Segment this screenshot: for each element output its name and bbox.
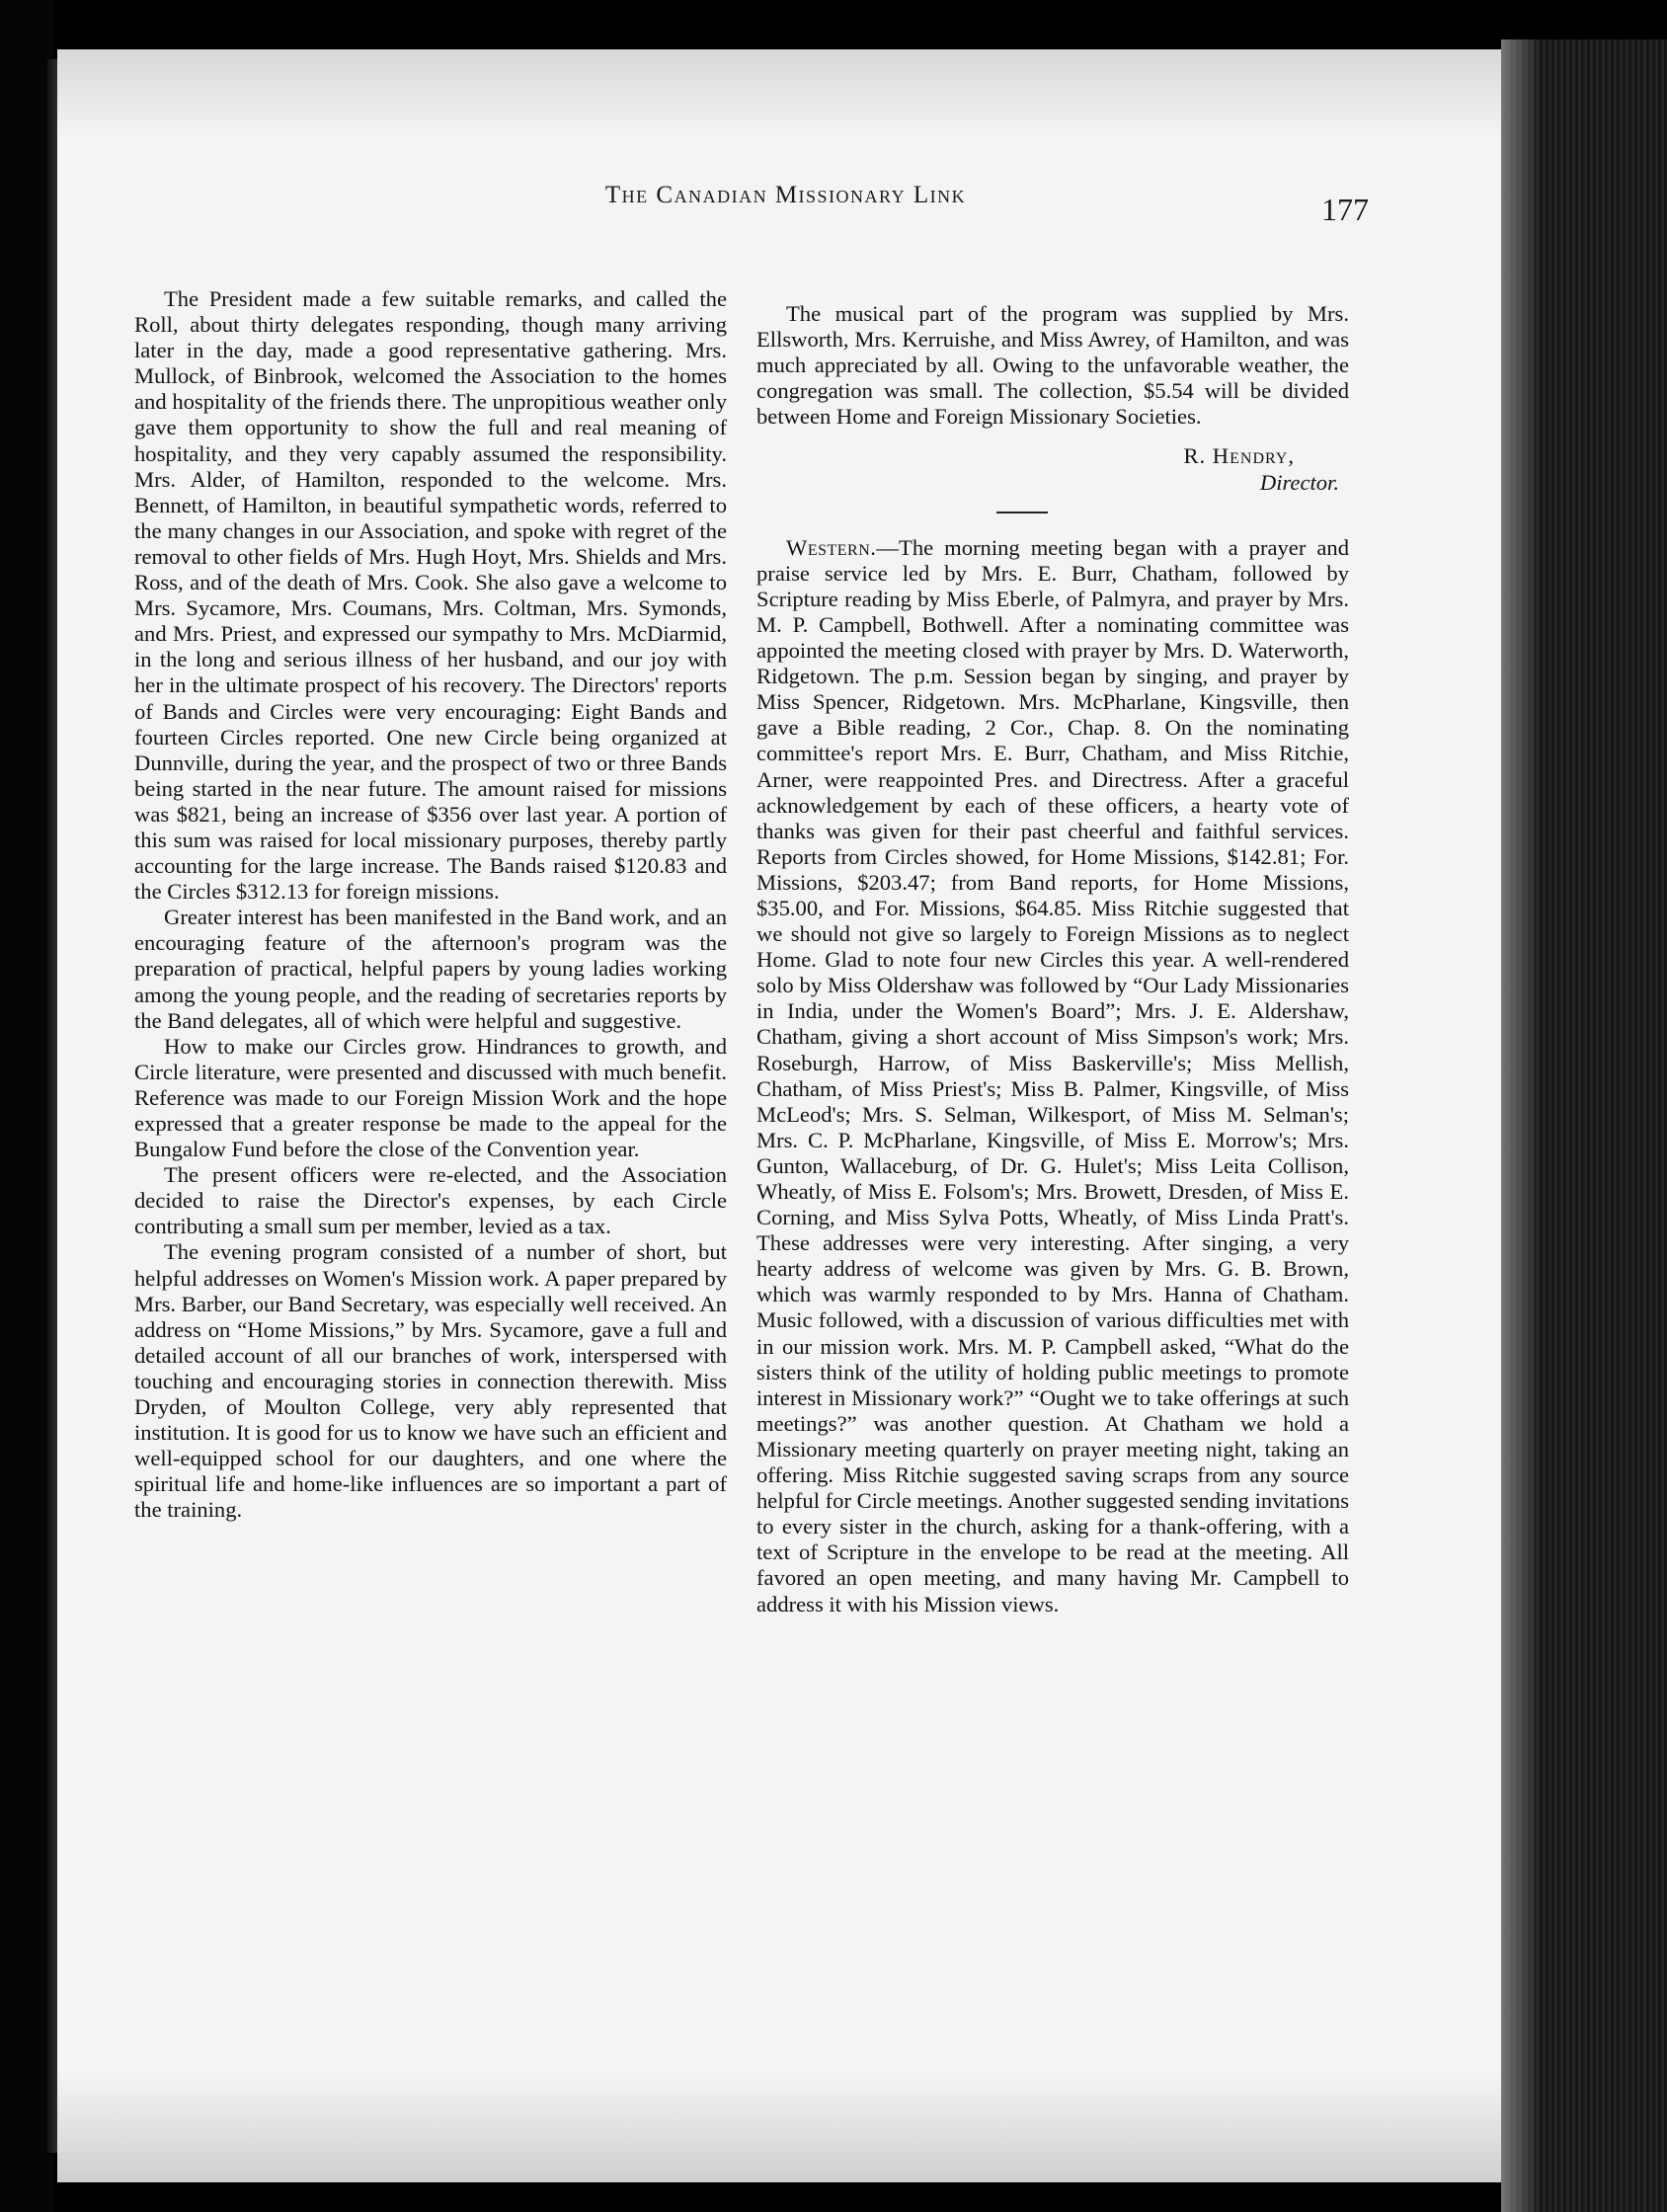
page-number: 177 (1321, 192, 1369, 227)
paragraph-president-remarks: The President made a few suitable remarks, and called the Roll, about thirty delegates responding, though many arriving later in the day, made a good representative gathering. Mrs. Mullock, of Binbrook, welcomed the Association to the homes and hospitality of the friends there. The unpropitious weather only gave them opportunity to show the full and real meaning of hospitality, and they very capably assumed the responsibility. Mrs. Alder, of Hamilton, responded to the welcome. Mrs. Bennett, of Hamilton, in beautiful sympathetic words, referred to the many changes in our Association, and spoke with regret of the removal to other fields of Mrs. Hugh Hoyt, Mrs. Shields and Mrs. Ross, and of the death of Mrs. Cook. She also gave a welcome to Mrs. Sycamore, Mrs. Coumans, Mrs. Coltman, Mrs. Symonds, and Mrs. Priest, and expressed our sympathy to Mrs. McDiarmid, in the long and serious illness of her husband, and our joy with her in the ultimate prospect of his recovery. The Directors' reports of Bands and Circles were very encouraging: Eight Bands and fourteen Circles reported. One new Circle being organized at Dunnville, during the year, and the prospect of two or three Bands being started in the near future. The amount raised for missions was $821, being an increase of $356 over last year. A portion of this sum was raised for local missionary purposes, thereby partly accounting for the large increase. The Bands raised $120.83 and the Circles $312.13 for foreign missions. (134, 286, 727, 905)
paragraph-evening-program: The evening program consisted of a number of short, but helpful addresses on Women's Mission work. A paper prepared by Mrs. Barber, our Band Secretary, was especially well received. An address on “Home Missions,” by Mrs. Sycamore, gave a full and detailed account of all our branches of work, interspersed with touching and encouraging stories in connection therewith. Miss Dryden, of Moulton College, very ably represented that institution. It is good for us to know we have such an efficient and well-equipped school for our daughters, and one where the spiritual life and home-like influences are so important a part of the training. (134, 1239, 727, 1523)
western-lead: Western. (786, 534, 877, 560)
paragraph-circles-grow: How to make our Circles grow. Hindrances to growth, and Circle literature, were presented and discussed with much benefit. Reference was made to our Foreign Mission Work and the hope expressed that a greater response be made to the appeal for the Bungalow Fund before the close of the Convention year. (134, 1033, 727, 1162)
paragraph-western (756, 535, 1349, 1618)
right-column (756, 301, 1349, 1618)
paragraph-officers-reelected: The present officers were re-elected, and the Association decided to raise the Director's expenses, by each Circle contributing a small sum per member, levied as a tax. (134, 1162, 727, 1239)
section-divider (996, 512, 1048, 514)
left-column (134, 286, 727, 1524)
running-title: The Canadian Missionary Link (604, 182, 967, 208)
book-gutter-shadow (1501, 40, 1541, 2212)
paragraph-band-work: Greater interest has been manifested in the Band work, and an encouraging feature of the afternoon's program was the preparation of practical, helpful papers by young ladies working among the young people, and the reading of secretaries reports by the Band delegates, all of which were helpful and suggestive. (134, 905, 727, 1033)
signature-role: Director. (1259, 469, 1339, 495)
signature-name: R. Hendry, (1183, 443, 1295, 469)
signature-block (756, 443, 1349, 495)
document-page (57, 49, 1514, 2182)
paragraph-musical-program: The musical part of the program was supplied by Mrs. Ellsworth, Mrs. Kerruishe, and Miss Awrey, of Hamilton, and was much appreciated by all. Owing to the unfavorable weather, the congregation was small. The collection, $5.54 will be divided between Home and Foreign Missionary Societies. (756, 301, 1349, 430)
western-body: —The morning meeting began with a prayer and praise service led by Mrs. E. Burr, Chatham, followed by Scripture reading by Miss Eberle, of Palmyra, and prayer by Mrs. M. P. Campbell, Bothwell. After a nominating committee was appointed the meeting closed with prayer by Mrs. D. Waterworth, Ridgetown. The p.m. Session began by singing, and prayer by Miss Spencer, Ridgetown. Mrs. McPharlane, Kingsville, then gave a Bible reading, 2 Cor., Chap. 8. On the nominating committee's report Mrs. E. Burr, Chatham, and Miss Ritchie, Arner, were reappointed Pres. and Directress. After a graceful acknowledgement by each of these officers, a hearty vote of thanks was given for their past cheerful and faithful services. Reports from Circles showed, for Home Missions, $142.81; For. Missions, $203.47; from Band reports, for Home Missions, $35.00, and For. Missions, $64.85. Miss Ritchie suggested that we should not give so largely to Foreign Missions as to neglect Home. Glad to note four new Circles this year. A well-rendered solo by Miss Oldershaw was followed by “Our Lady Missionaries in India, under the Women's Board”; Mrs. J. E. Aldershaw, Chatham, giving a short account of Miss Simpson's work; Mrs. Roseburgh, Harrow, of Miss Baskerville's; Miss Mellish, Chatham, of Miss Priest's; Miss B. Palmer, Kingsville, of Miss McLeod's; Mrs. S. Selman, Wilkesport, of Miss M. Selman's; Mrs. C. P. McPharlane, Kingsville, of Miss E. Morrow's; Mrs. Gunton, Wallaceburg, of Dr. G. Hulet's; Miss Leita Collison, Wheatly, of Miss E. Folsom's; Mrs. Browett, Dresden, of Miss E. Corning, and Miss Sylva Potts, Wheatly, of Miss Linda Pratt's. These addresses were very interesting. After singing, a very hearty address of welcome was given by Mrs. G. B. Brown, which was warmly responded to by Mrs. Hanna of Chatham. Music followed, with a discussion of various difficulties met with in our mission work. Mrs. M. P. Campbell asked, “What do the sisters think of the utility of holding public meetings to promote interest in Missionary work?” “Ought we to take offerings at such meetings?” was another question. At Chatham we hold a Missionary meeting quarterly on prayer meeting night, taking an offering. Miss Ritchie suggested saving scraps from any source helpful for Circle meetings. Another suggested sending invitations to every sister in the church, asking for a thank-offering, with a text of Scripture in the envelope to be read at the meeting. All favored an open meeting, and many having Mr. Campbell to address it with his Mission views. (756, 534, 1349, 1617)
scan-left-border (0, 0, 54, 2212)
